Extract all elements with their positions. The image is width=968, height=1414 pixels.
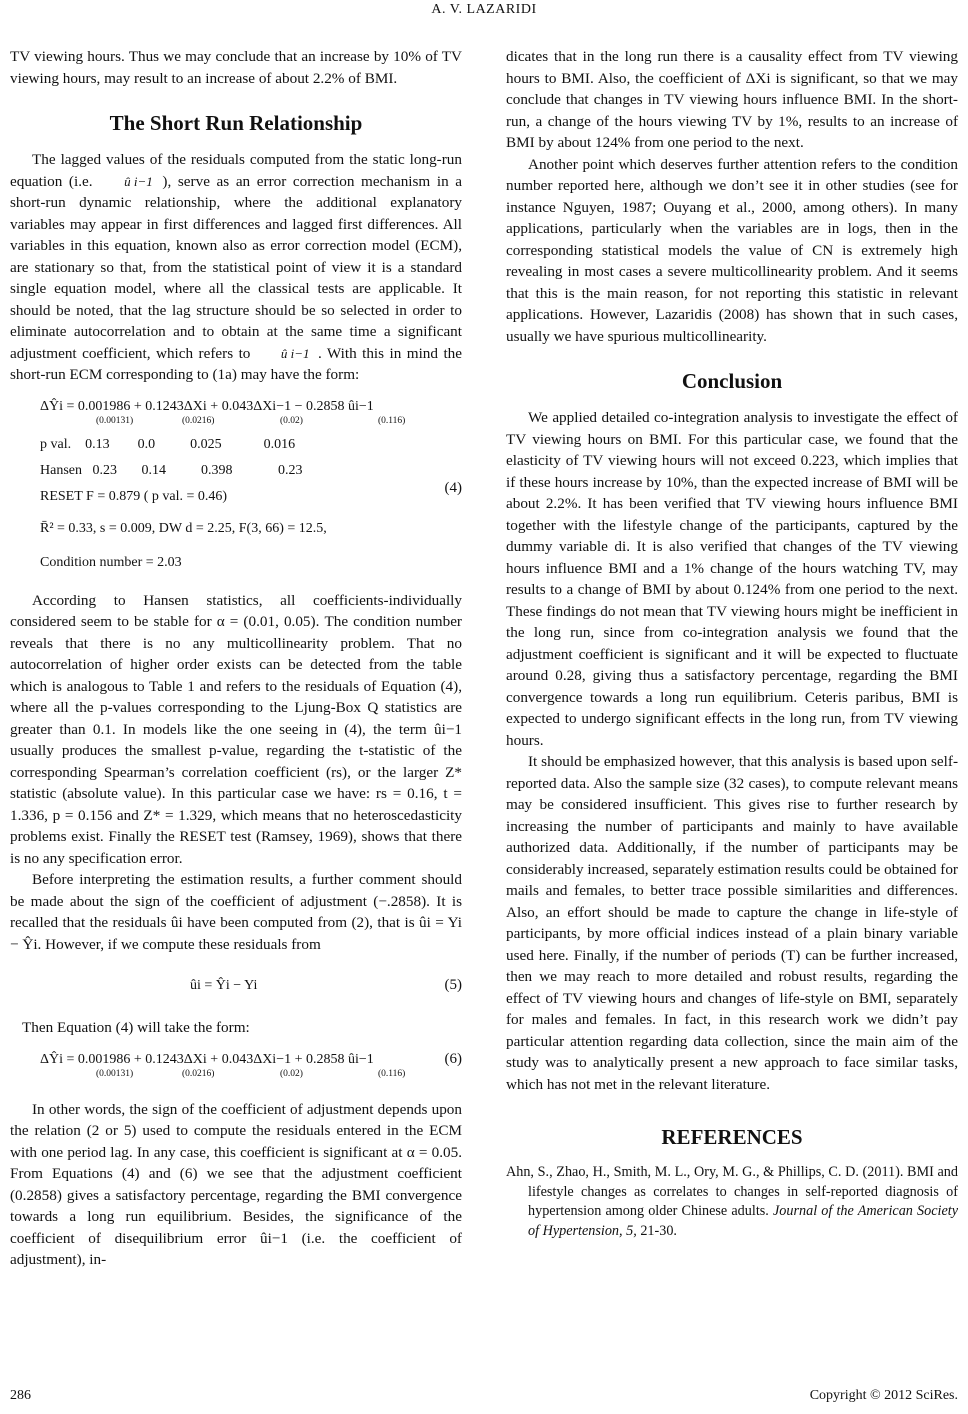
- reference-item: Ahn, S., Zhao, H., Smith, M. L., Ory, M. G., & Phillips, C. D. (2011). BMI and lifestyle changes as correlates to changes in self-reported diagnosis of hypertension among older Chinese adults. Journal of the American Society of Hypertension, 5, 21-30.: [506, 1164, 958, 1239]
- right-column: [506, 46, 958, 1241]
- copyright: Copyright © 2012 SciRes.: [809, 1388, 958, 1403]
- equation-number: (6): [444, 1050, 462, 1067]
- paragraph: TV viewing hours. Thus we may conclude that an increase by 10% of TV viewing hours, may result to an increase of about 2.2% of BMI.: [10, 48, 462, 87]
- section-heading-references: REFERENCES: [661, 1125, 803, 1149]
- condition-number-row: Condition number = 2.03: [40, 554, 182, 570]
- section-heading-short-run: The Short Run Relationship: [109, 111, 363, 135]
- paragraph: In other words, the sign of the coefficient of adjustment depends upon the relation (2 or 5) used to compute the residuals entered in the ECM with one period lag. In any case, this coefficient is significant at α = 0.05. From Equations (4) and (6) we see that the adjustment coefficient (0.2858) gives a satisfactory percentage, regarding the BMI convergence towards a long run equilibrium. Besides, the significance of the coefficient of disequilibrium error ûi−1 (i.e. the coefficient of adjustment), in-: [10, 1100, 462, 1268]
- equation-main: ΔŶi = 0.001986 + 0.1243ΔXi + 0.043ΔXi−1 − 0.2858 ûi−1: [40, 398, 374, 414]
- paragraph: We applied detailed co-integration analysis to investigate the effect of TV viewing hours on BMI. For this particular case, we found that the elasticity of TV viewing hours will not exceed 0.223, which implies that if these hours increase by 10%, than the expected increase of BMI will be about 2.2%. It has been verified that TV viewing hours influence BMI together with the lifestyle change of the participants, captured by the dummy variable di. It is also verified that changes of the TV viewing hours influence BMI and a 1% change of the hours watching TV, may results to a change of BMI by about 0.124% from one period to the next. These findings do not mean that TV viewing hours might be inefficient in the long run, since from co-integration analysis we found that the adjustment coefficient is significant and it will be expected to fluctuate around 0.28, giving thus a satisfactory percentage, regarding the BMI convergence towards a long run equilibrium. Ceteris paribus, BMI is expected to undergo significant effects in the long run, from TV viewing hours.: [506, 409, 958, 749]
- equation-4: [10, 396, 462, 576]
- fit-statistics-row: R̄² = 0.33, s = 0.009, DW d = 2.25, F(3, 66) = 12.5,: [40, 520, 327, 536]
- std-error: (0.02): [280, 415, 303, 426]
- paragraph: According to Hansen statistics, all coefficients-individually considered seem to be stable for α = (0.01, 0.05). The condition number reveals that there is no any multicollinearity problem. That no autocorrelation of higher order exists can be detected from the table which is analogous to Table 1 and refers to the residuals of Equation (4), where all the p-values corresponding to the Ljung-Box Q statistics are greater than 0.1. In models like the one seeing in (4), the term ûi−1 usually produces the smallest p-value, regarding the t-statistic of the corresponding Spearman’s correlation coefficient (rs), or the larger Z* statistic (absolute value). In this particular case we have: rs = 0.16, t = 1.336, p = 0.156 and Z* = 1.329, which means that no heteroscedasticity problems exist. Finally the RESET test (Ramsey, 1969), shows that there is no any specification error.: [10, 591, 462, 867]
- math-term: û i−1: [124, 173, 153, 189]
- paragraph: Then Equation (4) will take the form:: [22, 1019, 250, 1036]
- paragraph: dicates that in the long run there is a causality effect from TV viewing hours to BMI. Also, the coefficient of ΔXi is significant, so that we may conclude that changes in TV viewing hours influence BMI. In the short-run, a change of the hours viewing TV by 1%, results to an increase of BMI by about 124% from one period to the next.: [506, 48, 958, 151]
- hansen-row: Hansen 0.23 0.14 0.398 0.23: [40, 462, 303, 478]
- reset-row: RESET F = 0.879 ( p val. = 0.46): [40, 488, 228, 504]
- paragraph: Before interpreting the estimation results, a further comment should be made about the sign of the coefficient of adjustment (−.2858). It is recalled that the residuals ûi have been computed from (2), that is ûi = Yi − Ŷi. However, if we compute these residuals from: [10, 871, 462, 953]
- std-error: (0.00131): [96, 415, 134, 426]
- math-term: û i−1: [280, 345, 310, 361]
- paragraph: Another point which deserves further attention refers to the condition number reported here, although we don’t see it in other studies (see for instance Nguyen, 1987; Ouyang et al., 2000, among others). In many applications, particularly when the variables are in logs, then in the corresponding statistical models the value of CN is extremely high revealing in most cases a severe multicollinearity problem. And it seems that this is the main reason, for not reporting this statistic in relevant applications. However, Lazaridis (2008) has shown that in such cases, usually we have spurious multicollinearity.: [506, 155, 958, 345]
- equation-number: (5): [444, 977, 462, 993]
- equation-number: (4): [444, 479, 462, 496]
- std-error: (0.116): [378, 1068, 406, 1079]
- page-number: 286: [10, 1388, 31, 1403]
- p-values-row: p val. 0.13 0.0 0.025 0.016: [40, 436, 296, 452]
- paragraph: The lagged values of the residuals computed from the static long-run equation (i.e. û i−1 ), serve as an error correction mechanism in a short-run dynamic relationship, where the additional explanatory variables may appear in first differences and lagged first differences. All variables in this equation, known also as error correction model (ECM), are stationary so that, from the statistical point of view it is a standard single equation model, where all the classical tests are applicable. It should be noted, that the lag structure should be so selected in order to eliminate autocorrelation and to obtain at the same time a significant adjustment coefficient, which refers to û i−1 . With this in mind the short-run ECM corresponding to (1a) may have the form:: [10, 151, 463, 383]
- paragraph: It should be emphasized however, that this analysis is based upon self-reported data. Also the sample size (32 cases), to compute relevant means may be considered insufficient. This gives rise to further research by increasing the number of participants and mainly to have available authorized data. Additionally, if the number of participants may be considerably increased, separately estimation results could be obtained for mails and females, to better trace possible similarities and differences. Also, an effort should be made to capture the change in life-style of participants, by more official indices instead of a plain binary variable used here. Finally, if the number of periods (T) can be further increased, then we may reach to more detailed and robust results, regarding the effect of TV viewing hours and changes of life-style on BMI, separately for males and females. In fact, in this research work we didn’t pay particular attention regarding data collection, since the main aim of the study was to analytically present a new approach to face similar tasks, which has not met in the relevant literature.: [506, 753, 958, 1093]
- std-error: (0.02): [280, 1068, 303, 1079]
- equation-main: ΔŶi = 0.001986 + 0.1243ΔXi + 0.043ΔXi−1 + 0.2858 ûi−1: [40, 1051, 374, 1067]
- reference-journal: Journal of the American Society of Hypertension, 5,: [528, 1203, 958, 1239]
- left-column: [10, 46, 462, 1271]
- std-error: (0.116): [378, 415, 406, 426]
- std-error: (0.0216): [182, 1068, 215, 1079]
- equation-6: [10, 1049, 462, 1091]
- running-head: A. V. LAZARIDI: [431, 2, 537, 17]
- equation-5: [10, 969, 462, 1009]
- std-error: (0.0216): [182, 415, 215, 426]
- std-error: (0.00131): [96, 1068, 134, 1079]
- equation-main: ûi = Ŷi − Yi: [190, 978, 258, 993]
- section-heading-conclusion: Conclusion: [681, 369, 783, 393]
